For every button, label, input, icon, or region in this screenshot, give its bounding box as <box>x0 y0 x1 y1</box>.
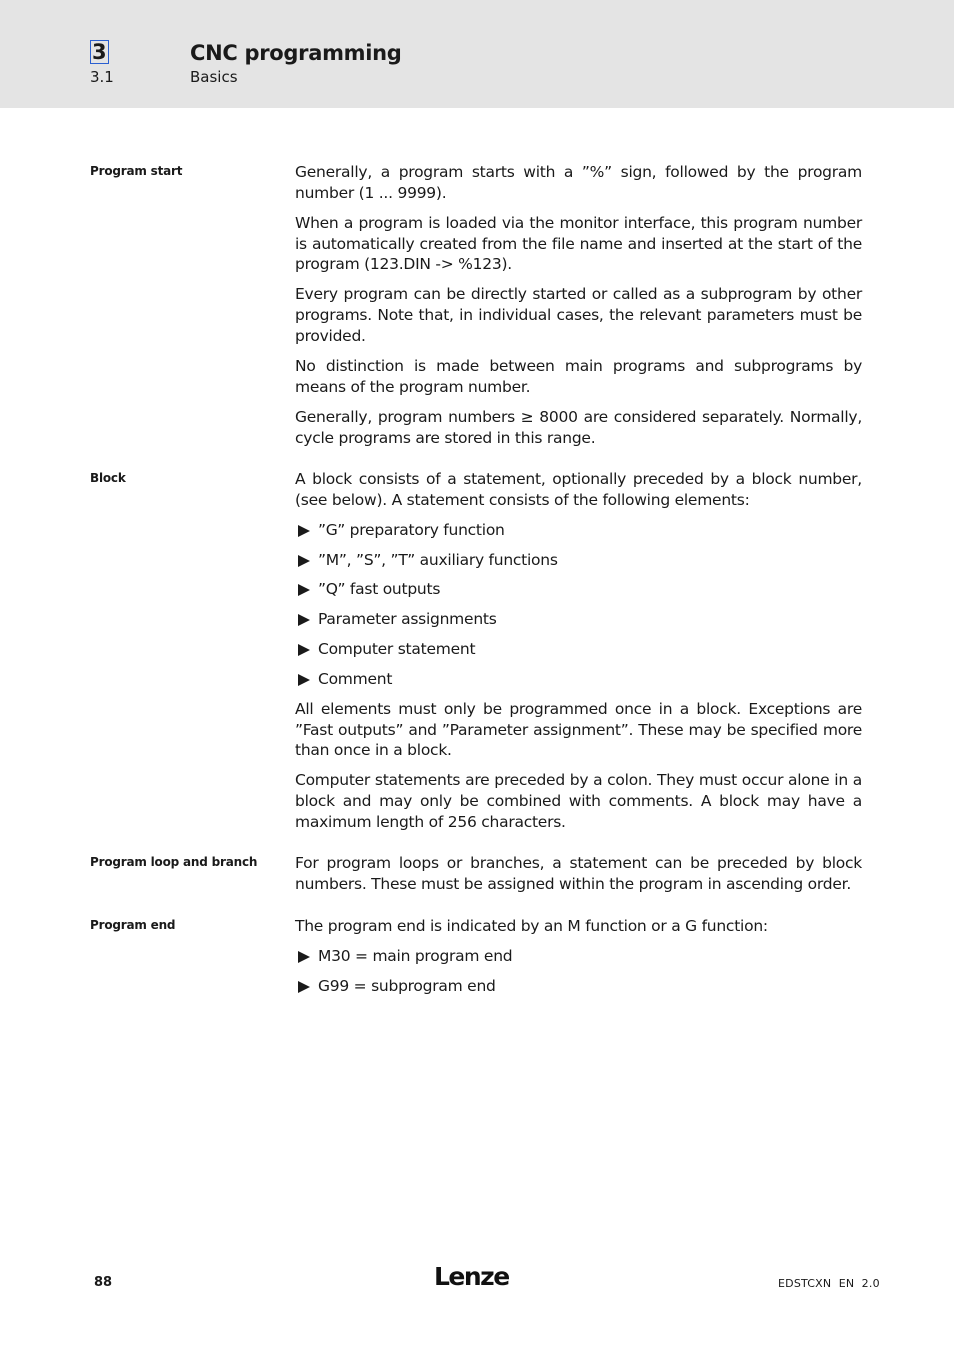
list-item <box>295 550 862 571</box>
section-title: Basics <box>190 68 238 86</box>
paragraph: No distinction is made between main programs and subprograms by means of the program number. <box>295 356 862 396</box>
arrow-bullet-icon <box>298 584 310 596</box>
list-item <box>295 520 862 541</box>
list-item-text: ”G” preparatory function <box>318 520 505 539</box>
end-list <box>295 946 862 997</box>
list-item <box>295 669 862 690</box>
paragraph: A block consists of a statement, optionally preceded by a block number, (see below). A statement consists of the following elements: <box>295 470 862 509</box>
list-item-text: G99 = subprogram end <box>318 976 496 995</box>
section-program-end <box>295 916 862 1006</box>
list-item <box>295 579 862 600</box>
paragraph: Generally, program numbers ≥ 8000 are considered separately. Normally, cycle programs are stored in this range. <box>295 407 862 447</box>
arrow-bullet-icon <box>298 555 310 567</box>
list-item-text: Parameter assignments <box>318 610 497 629</box>
list-item-text: Comment <box>318 669 393 688</box>
side-heading-program-start: Program start <box>90 164 183 178</box>
list-item <box>295 639 862 660</box>
list-item <box>295 976 862 997</box>
chapter-number-link[interactable]: 3 <box>92 40 107 64</box>
paragraph: Generally, a program starts with a ”%” sign, followed by the program number (1 ... 9999). <box>295 163 862 202</box>
list-item-text: Computer statement <box>318 639 476 658</box>
arrow-bullet-icon <box>298 614 310 626</box>
arrow-bullet-icon <box>298 674 310 686</box>
list-item-text: ”Q” fast outputs <box>318 580 441 599</box>
section-program-loop <box>295 853 862 904</box>
arrow-bullet-icon <box>298 981 310 993</box>
paragraph: The program end is indicated by an M function or a G function: <box>295 917 768 935</box>
list-item <box>295 609 862 630</box>
document-id: EDSTCXN EN 2.0 <box>778 1277 880 1290</box>
section-number: 3.1 <box>90 68 114 86</box>
lenze-logo: Lenze <box>434 1262 509 1291</box>
arrow-bullet-icon <box>298 951 310 963</box>
paragraph: Computer statements are preceded by a colon. They must occur alone in a block and may only be combined with comments. A block may have a maximum length of 256 characters. <box>295 771 862 831</box>
list-item <box>295 946 862 967</box>
side-heading-program-loop: Program loop and branch <box>90 855 258 869</box>
list-item-text: M30 = main program end <box>318 946 513 965</box>
arrow-bullet-icon <box>298 644 310 656</box>
chapter-title: CNC programming <box>190 41 402 65</box>
paragraph: For program loops or branches, a statement can be preceded by block numbers. These must be assigned within the program in ascending order. <box>295 854 862 893</box>
page-header <box>0 0 954 108</box>
side-heading-program-end: Program end <box>90 918 176 932</box>
section-block <box>295 469 862 842</box>
arrow-bullet-icon <box>298 525 310 537</box>
section-program-start <box>295 162 862 458</box>
paragraph: All elements must only be programmed once in a block. Exceptions are ”Fast outputs” and ”Parameter assignment”. These may be specified more than once in a block. <box>295 699 862 760</box>
page-number: 88 <box>94 1275 113 1290</box>
side-heading-block: Block <box>90 471 126 485</box>
element-list <box>295 520 862 690</box>
paragraph: When a program is loaded via the monitor interface, this program number is automatically created from the file name and inserted at the start of the program (123.DIN -> %123). <box>295 213 862 274</box>
list-item-text: ”M”, ”S”, ”T” auxiliary functions <box>318 550 558 569</box>
paragraph: Every program can be directly started or called as a subprogram by other programs. Note that, in individual cases, the relevant parameters must be provided. <box>295 285 862 345</box>
